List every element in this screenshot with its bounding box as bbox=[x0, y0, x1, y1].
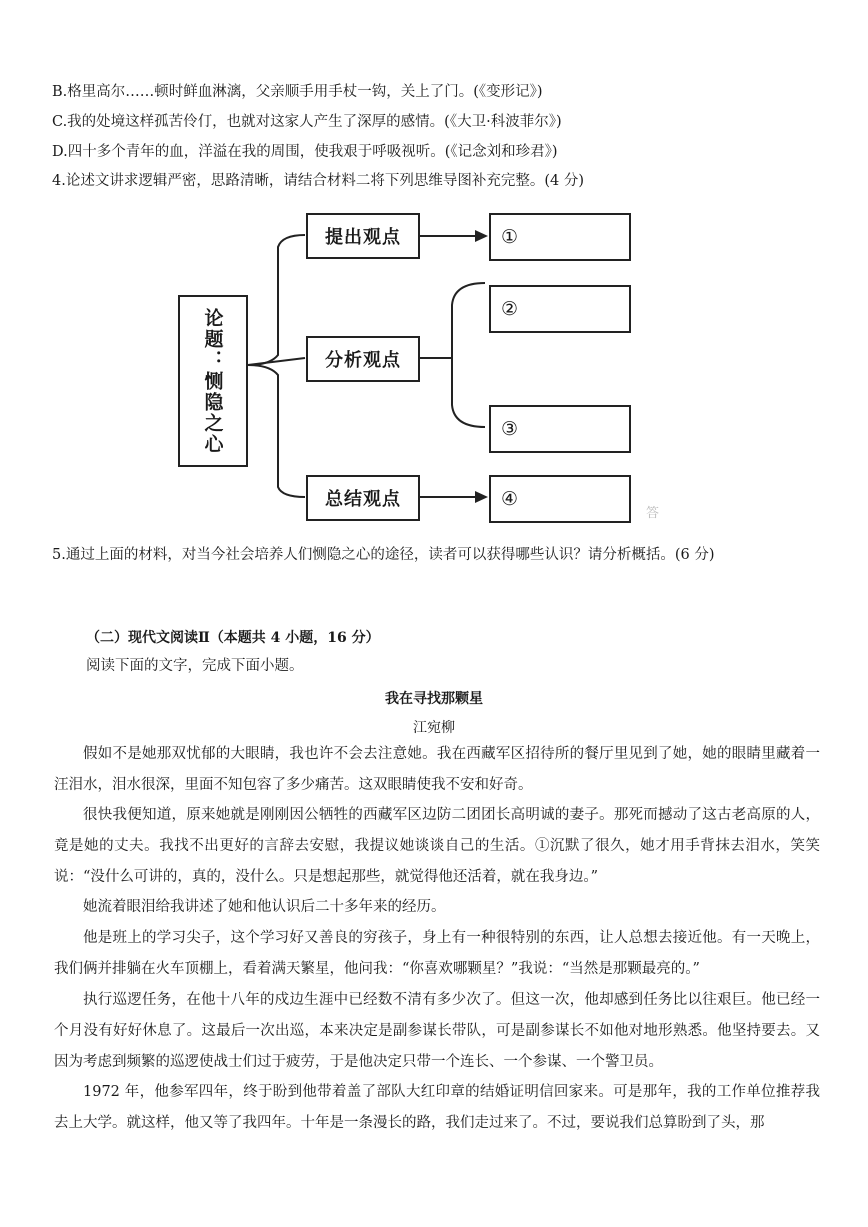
paragraph-2: 很快我便知道，原来她就是刚刚因公牺牲的西藏军区边防二团团长高明诚的妻子。那死而撼动了这古老高原的人，竟是她的丈夫。我找不出更好的言辞去安慰，我提议她谈谈自己的生活。①沉默了很久，她才用手背抹去泪水，笑笑说：“没什么可讲的，真的，没什么。只是想起那些，就觉得他还活着，就在我身边。” bbox=[54, 807, 820, 885]
story-title: 我在寻找那颗星 bbox=[385, 691, 483, 707]
paragraph-6: 1972 年，他参军四年，终于盼到他带着盖了部队大红印章的结婚证明信回家来。可是那年，我的工作单位推荐我去上大学。就这样，他又等了我四年。十年是一条漫长的路，我们走过来了。不过，要说我们总算盼到了头，那 bbox=[54, 1084, 820, 1131]
story-author: 江宛柳 bbox=[413, 720, 455, 736]
option-c: C.我的处境这样孤苦伶仃，也就对这家人产生了深厚的感情。(《大卫·科波菲尔》) bbox=[52, 114, 562, 130]
option-d: D.四十多个青年的血，洋溢在我的周围，使我艰于呼吸视听。(《记念刘和珍君》) bbox=[52, 144, 558, 160]
topic-box: 论题：恻隐之心 bbox=[178, 295, 248, 467]
watermark: 答 bbox=[646, 506, 660, 521]
node-summarize: 总结观点 bbox=[306, 475, 420, 521]
paragraph-4: 他是班上的学习尖子，这个学习好又善良的穷孩子，身上有一种很特别的东西，让人总想去接近他。有一天晚上，我们俩并排躺在火车顶棚上，看着满天繁星，他问我：“你喜欢哪颗星？”我说：“当然是那颗最亮的。” bbox=[54, 930, 820, 977]
instruction: 阅读下面的文字，完成下面小题。 bbox=[86, 658, 304, 674]
paragraph-1: 假如不是她那双忧郁的大眼睛，我也许不会去注意她。我在西藏军区招待所的餐厅里见到了她，她的眼睛里藏着一汪泪水，泪水很深，里面不知包容了多少痛苦。这双眼睛使我不安和好奇。 bbox=[54, 746, 820, 793]
blank-1: ① bbox=[489, 213, 631, 261]
blank-2: ② bbox=[489, 285, 631, 333]
blank-4: ④ bbox=[489, 475, 631, 523]
node-propose: 提出观点 bbox=[306, 213, 420, 259]
blank-3: ③ bbox=[489, 405, 631, 453]
option-b: B.格里高尔……顿时鲜血淋漓，父亲顺手用手杖一钩，关上了门。(《变形记》) bbox=[52, 84, 543, 100]
paragraph-5: 执行巡逻任务，在他十八年的戍边生涯中已经数不清有多少次了。但这一次，他却感到任务比以往艰巨。他已经一个月没有好好休息了。这最后一次出巡，本来决定是副参谋长带队，可是副参谋长不如他对地形熟悉。他坚持要去。又因为考虑到频繁的巡逻使战士们过于疲劳，于是他决定只带一个连长、一个参谋、一个警卫员。 bbox=[54, 992, 820, 1070]
question-4: 4.论述文讲求逻辑严密，思路清晰，请结合材料二将下列思维导图补充完整。(4 分) bbox=[52, 173, 584, 189]
question-5: 5.通过上面的材料，对当今社会培养人们恻隐之心的途径，读者可以获得哪些认识？请分析概括。(6 分) bbox=[52, 547, 715, 563]
node-analyze: 分析观点 bbox=[306, 336, 420, 382]
section-header: （二）现代文阅读Ⅱ（本题共 4 小题，16 分） bbox=[86, 630, 380, 646]
mind-map bbox=[170, 205, 670, 530]
paragraph-3: 她流着眼泪给我讲述了她和他认识后二十多年来的经历。 bbox=[83, 899, 446, 915]
